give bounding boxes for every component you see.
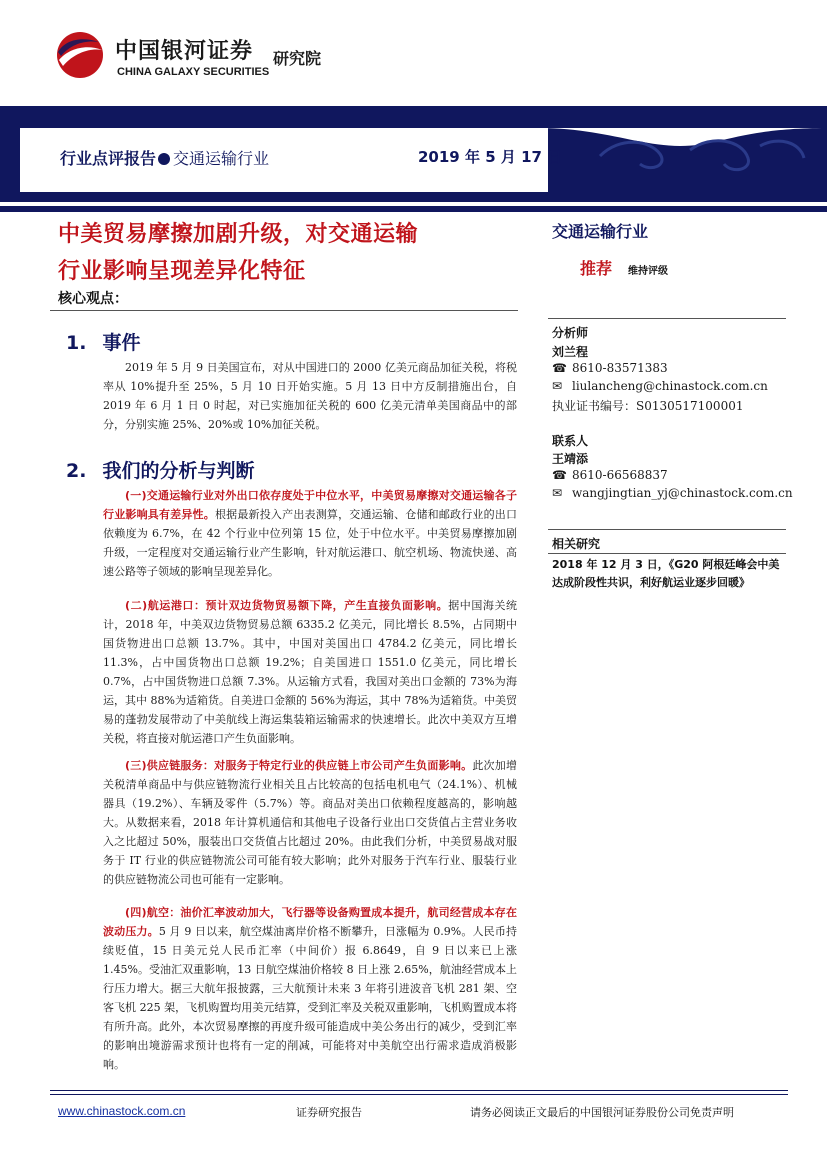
divider [548,318,786,319]
section-heading-1: 1. 事件 [66,332,141,354]
envelope-icon: ✉ [552,379,563,393]
phone-icon: ☎ [552,361,567,375]
title-line-1: 中美贸易摩擦加剧升级，对交通运输 [58,222,419,247]
paragraph-analysis-1: (一)交通运输行业对外出口依存度处于中位水平，中美贸易摩擦对交通运输各子行业影响具有差异性。根据最新投入产出表测算，交通运输、仓储和邮政行业的出口依赖度为 6.7%，在 42 个行业中位列第 15 位，处于中位水平。中美贸易摩擦加剧升级，一定程度对交通运输行业产生影响，针对航运港口、航空机场、物流快递、高速公路等子领域的影响呈现差异化。 [103,489,518,578]
report-title [58,216,520,290]
contact-phone: ☎ 8610-66568837 [552,468,668,482]
contact-label: 联系人 [552,434,589,448]
paragraph-event: 2019 年 5 月 9 日美国宣布，对从中国进口的 2000 亿美元商品加征关税，将税率从 10%提升至 25%，5 月 10 日开始实施。5 月 13 日中方反制措施出台，自 2019 年 6 月 1 日 0 时起，对已实施加征关税的 600 亿美元清单美国商品中的部分，分别实施 25%、20%或 10%加征关税。 [103,361,517,431]
footer-divider [50,1090,788,1091]
rating [580,256,668,279]
analyst-phone: ☎ 8610-83571383 [552,361,668,375]
analyst-email[interactable]: ✉ liulancheng@chinastock.com.cn [552,379,768,393]
company-name-cn: 中国银河证券 [115,39,254,64]
footer-report-label: 证券研究报告 [296,1106,362,1119]
core-view-label: 核心观点： [58,291,128,307]
envelope-icon: ✉ [552,486,563,500]
rating-note: 维持评级 [628,266,669,277]
related-research-item[interactable]: 2018 年 12 月 3 日，《G20 阿根廷峰会中美达成阶段性共识，利好航运业逐步回暖》 [552,558,780,589]
paragraph-analysis-2: (二)航运港口：预计双边货物贸易额下降，产生直接负面影响。据中国海关统计，2018 年，中美双边货物贸易总额 6335.2 亿美元，同比增长 8.5%，占同期中国货物进出口总额 13.7%。其中，中国对美国出口 4784.2 亿美元，同比增长 11.3%，占中国货物出口总额 19.2%；自美国进口 1551.0 亿美元，同比增长 0.7%，占中国货物进口总额 7.3%。从运输方式看，我国对美出口金额的 73%为海运，其中 88%为适箱货。自美进口金额的 56%为海运，其中 78%为适箱货。中美贸易的蓬勃发展带动了中美航线上海运集装箱运输需求的快速增长。此次中美双方互增关税，将直接对航运港口产生负面影响。 [103,599,518,745]
footer-divider [50,1094,788,1095]
rating-value: 推荐 [580,259,613,278]
title-line-2: 行业影响呈现差异化特征 [58,259,306,284]
section-heading-2: 2. 我们的分析与判断 [66,460,255,482]
divider [548,553,786,554]
phone-icon: ☎ [552,468,567,482]
paragraph-analysis-3: (三)供应链服务：对服务于特定行业的供应链上市公司产生负面影响。此次加增关税清单商品中与供应链物流行业相关且占比较高的包括电机电气（24.1%）、机械器具（19.2%）、车辆及零件（5.7%）等。商品对美出口依赖程度越高的，影响越大。从数据来看，2018 年计算机通信和其他电子设备行业出口交货值占主营业务收入之比超过 50%，服装出口交货值占比超过 20%。由此我们分析，中美贸易战对服务于 IT 行业的供应链物流公司可能有较大影响；此外对服务于汽车行业、服装行业的供应链物流公司也可能有一定影响。 [103,759,517,886]
footer-website-link[interactable]: www.chinastock.com.cn [58,1104,186,1118]
analyst-cert: 执业证书编号：S0130517100001 [552,399,744,413]
sidebar-industry: 交通运输行业 [552,222,649,241]
report-type: 行业点评报告 交通运输行业 [60,149,270,168]
divider [50,310,518,311]
galaxy-logo-icon [55,30,105,80]
paragraph-analysis-4: (四)航空：油价汇率波动加大，飞行器等设备购置成本提升，航司经营成本存在波动压力。5 月 9 日以来，航空煤油离岸价格不断攀升，日涨幅为 0.9%。人民币持续贬值，15 日美元兑人民币汇率（中间价）报 6.8649，自 9 日以来已上涨 1.45%。受油汇双重影响，13 日航空煤油价格较 8 日上涨 2.65%，航油经营成本上行压力增大。据三大航年报披露，三大航预计未来 3 年将引进波音飞机 281 架、空客飞机 225 架，飞机购置均用美元结算，受到汇率及关税双重影响，飞机购置成本将有所升高。此外，本次贸易摩擦的再度升级可能造成中美公务出行的减少，受到汇率的影响出境游需求预计也将有一定的削减，可能将对中美航空出行需求造成消极影响。 [103,906,517,1071]
analyst-name: 刘兰程 [552,345,589,359]
contact-email[interactable]: ✉ wangjingtian_yj@chinastock.com.cn [552,486,793,500]
bullet-dot-icon [158,153,170,165]
contact-name: 王靖添 [552,452,589,466]
footer-disclaimer: 请务必阅读正文最后的中国银河证券股份公司免责声明 [470,1106,734,1119]
report-industry: 交通运输行业 [173,149,270,168]
report-date: 2019 年 5 月 17 日 [418,148,563,166]
divider [548,529,786,530]
analyst-label: 分析师 [552,326,589,340]
related-research-label: 相关研究 [552,537,601,551]
institute-label: 研究院 [273,49,322,68]
company-name-en: CHINA GALAXY SECURITIES [117,66,270,78]
